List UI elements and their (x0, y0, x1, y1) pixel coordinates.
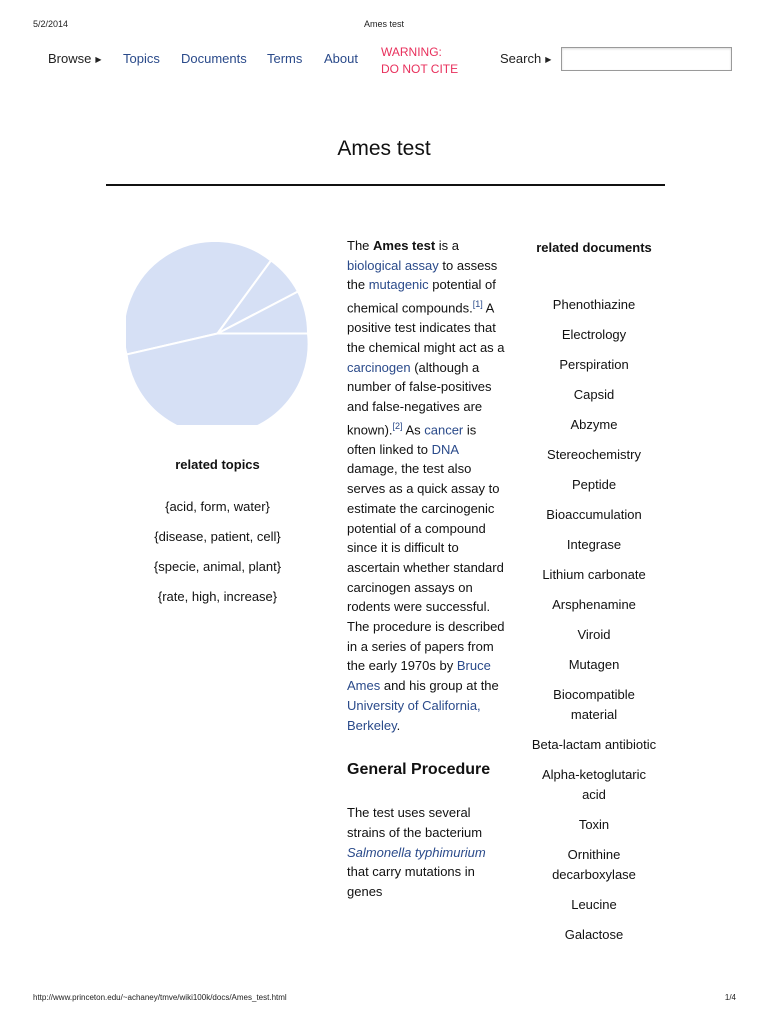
topic-item[interactable]: {specie, animal, plant} (153, 559, 282, 574)
caret-right-icon: ▶ (545, 55, 552, 64)
text: potential of chemical compounds. (347, 277, 496, 316)
warning-line-1: WARNING: (381, 45, 442, 59)
text: is a (435, 238, 459, 253)
print-header (0, 19, 768, 33)
topic-item[interactable]: {disease, patient, cell} (154, 529, 281, 544)
text: (although a number of false-positives and false-negatives are known). (347, 359, 492, 437)
search-label: Search (500, 51, 542, 66)
search-menu[interactable] (500, 51, 551, 66)
related-topics-list (126, 492, 309, 612)
article-body (347, 236, 507, 902)
document-item[interactable]: Ornithine decarboxylase (552, 847, 636, 882)
document-item[interactable]: Integrase (566, 537, 622, 552)
print-title: Ames test (363, 19, 404, 29)
topic-pie-chart (126, 242, 309, 425)
warning-notice (381, 44, 461, 78)
document-item[interactable]: Electrology (561, 327, 627, 342)
page-title: Ames test (337, 137, 431, 160)
nav-link-terms[interactable]: Terms (267, 51, 303, 66)
link-uc-berkeley[interactable]: University of California, Berkeley (347, 697, 481, 733)
warning-line-2: DO NOT CITE (381, 62, 459, 76)
article-paragraph (347, 803, 507, 902)
document-item[interactable]: Biocompatible material (553, 687, 635, 722)
top-nav (0, 44, 768, 84)
text: The (347, 238, 374, 253)
document-item[interactable]: Mutagen (568, 657, 620, 672)
browse-menu[interactable] (48, 51, 102, 66)
caret-right-icon: ▶ (95, 55, 102, 64)
browse-label: Browse (48, 51, 92, 66)
pie-slice (127, 334, 309, 426)
citation-1[interactable]: [1] (472, 299, 483, 310)
document-item[interactable]: Abzyme (570, 417, 618, 432)
link-biological-assay[interactable]: biological assay (347, 257, 439, 273)
link-carcinogen[interactable]: carcinogen (347, 359, 411, 375)
document-item[interactable]: Galactose (564, 927, 624, 942)
document-item[interactable]: Alpha-ketoglutaric acid (541, 767, 647, 802)
page-number: 1/4 (724, 993, 736, 1002)
text: to assess the (347, 257, 498, 293)
citation-2[interactable]: [2] (392, 420, 403, 431)
print-footer (0, 993, 768, 1007)
nav-link-about[interactable]: About (324, 51, 358, 66)
link-salmonella[interactable]: Salmonella typhimurium (347, 844, 486, 860)
document-item[interactable]: Viroid (577, 627, 611, 642)
document-item[interactable]: Stereochemistry (547, 447, 641, 462)
text: A positive test indicates that the chemical might act as a (347, 300, 505, 355)
topic-item[interactable]: {acid, form, water} (165, 499, 270, 514)
text: As (402, 421, 425, 437)
document-item[interactable]: Lithium carbonate (542, 567, 646, 582)
text: damage, the test also serves as a quick assay to estimate the carcinogenic potential of a compound since it is difficult to ascertain whether standard carcinogen assays on rodents were successful. The procedure is described in a series of papers from the early 1970s by (347, 461, 505, 674)
text: that carry mutations in genes (347, 864, 475, 900)
document-item[interactable]: Peptide (571, 477, 617, 492)
article-paragraph (347, 236, 507, 735)
document-item[interactable]: Leucine (571, 897, 617, 912)
related-documents-list (530, 295, 658, 955)
nav-link-documents[interactable]: Documents (181, 51, 247, 66)
link-bruce-ames[interactable]: Bruce Ames (347, 658, 491, 694)
nav-link-topics[interactable]: Topics (123, 51, 160, 66)
term-bold: Ames test (373, 238, 436, 253)
document-item[interactable]: Bioaccumulation (546, 507, 642, 522)
document-item[interactable]: Arsphenamine (552, 597, 636, 612)
document-item[interactable]: Capsid (573, 387, 615, 402)
document-item[interactable]: Phenothiazine (552, 297, 636, 312)
section-heading: General Procedure (347, 761, 491, 779)
related-documents-heading: related documents (536, 240, 652, 255)
related-topics-heading: related topics (175, 457, 260, 472)
document-item[interactable]: Toxin (578, 817, 610, 832)
title-divider (106, 184, 665, 186)
document-item[interactable]: Perspiration (559, 357, 629, 372)
search-input[interactable] (561, 47, 732, 71)
topic-item[interactable]: {rate, high, increase} (157, 589, 278, 604)
text: The test uses several strains of the bacterium (347, 805, 483, 840)
text: and his group at the (380, 678, 499, 694)
link-cancer[interactable]: cancer (424, 421, 464, 437)
link-dna[interactable]: DNA (431, 441, 459, 457)
text: is often linked to (347, 421, 477, 457)
print-date: 5/2/2014 (33, 19, 69, 29)
link-mutagenic[interactable]: mutagenic (368, 277, 429, 293)
text: . (396, 717, 401, 733)
print-url: http://www.princeton.edu/~achaney/tmve/wiki100k/docs/Ames_test.html (33, 993, 287, 1002)
document-item[interactable]: Beta-lactam antibiotic (531, 737, 657, 752)
